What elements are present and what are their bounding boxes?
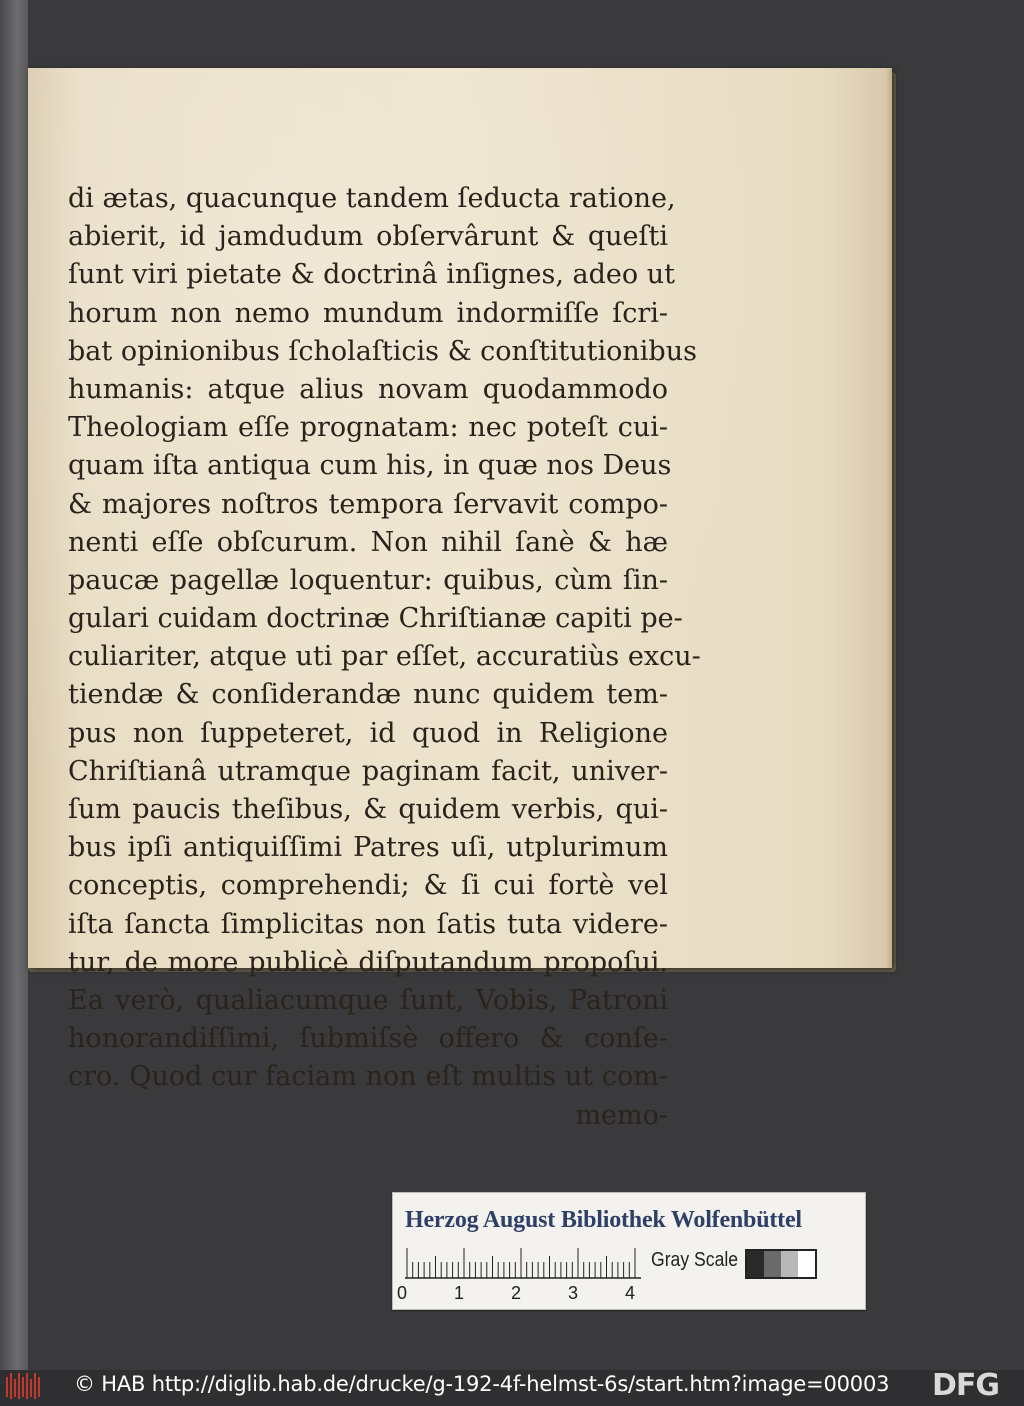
text-line: cro. Quod cur faciam non eſt multis ut com-: [68, 1061, 668, 1093]
text-line: paucæ pagellæ loquentur: quibus, cùm ſin-: [68, 564, 668, 596]
ruler-number: 2: [511, 1283, 522, 1303]
ruler-number: 0: [397, 1283, 408, 1303]
text-line: tur, de more publicè diſputandum propoſui.: [68, 946, 668, 978]
gray-swatch: [781, 1251, 798, 1277]
text-line: Chriſtianâ utramque paginam facit, univer-: [68, 755, 668, 787]
text-line: pus non ſuppeteret, id quod in Religione: [68, 717, 668, 749]
color-calibration-card: [392, 1192, 866, 1310]
ruler-icon: [405, 1247, 641, 1279]
gray-scale-label: Gray Scale: [651, 1249, 739, 1271]
text-line: di ætas, quacunque tandem ſeducta ratione,: [68, 183, 676, 214]
text-line: humanis: atque alius novam quodammodo: [68, 373, 668, 405]
text-line: bat opinionibus ſcholaſticis & conſtitutionibus: [68, 335, 697, 367]
text-line: honorandiſſimi, ſubmiſsè offero & conſe-: [68, 1023, 668, 1055]
text-line: abierit, id jamdudum obſervârunt & queſti: [68, 221, 668, 253]
text-line: iſta ſancta ſimplicitas non ſatis tuta videre-: [68, 908, 668, 940]
ruler-number: 1: [454, 1283, 465, 1303]
page-text: [68, 180, 701, 1135]
text-line: bus ipſi antiquiſſimi Patres uſi, utplurimum: [68, 832, 668, 864]
ruler-number: 4: [625, 1283, 636, 1303]
gray-swatch: [747, 1251, 764, 1277]
text-line: tiendæ & conſiderandæ nunc quidem tem-: [68, 679, 668, 711]
text-line: quam iſta antiqua cum his, in quæ nos Deus: [68, 450, 672, 482]
text-line: horum non nemo mundum indormiſſe ſcri-: [68, 297, 668, 329]
gray-scale-swatches: [745, 1249, 817, 1279]
text-line: nenti eſſe obſcurum. Non nihil ſanè & hæ: [68, 526, 668, 558]
text-line: culiariter, atque uti par eſſet, accuratiùs excu-: [68, 641, 701, 673]
gray-swatch: [798, 1251, 815, 1277]
text-line: ſum paucis theſibus, & quidem verbis, qui-: [68, 794, 668, 825]
footer-copyright-url[interactable]: © HAB http://diglib.hab.de/drucke/g-192-4f-helmst-6s/start.htm?image=00003: [74, 1372, 890, 1396]
ruler-number: 3: [568, 1283, 579, 1303]
text-line: Theologiam eſſe prognatam: nec poteſt cui-: [68, 412, 668, 444]
dfg-logo: DFG: [932, 1368, 1000, 1403]
text-line: conceptis, comprehendi; & ſi cui fortè vel: [68, 870, 668, 902]
scanner-edge: [0, 0, 28, 1370]
text-line: ſunt viri pietate & doctrinâ inſignes, adeo ut: [68, 259, 675, 291]
catchword: memo-: [575, 1099, 668, 1131]
hab-logo-icon: [4, 1371, 44, 1401]
text-line: gulari cuidam doctrinæ Chriſtianæ capiti pe-: [68, 603, 683, 635]
gray-swatch: [764, 1251, 781, 1277]
library-name: Herzog August Bibliothek Wolfenbüttel: [405, 1207, 802, 1233]
book-page: [28, 68, 892, 1131]
text-line: Ea verò, qualiacumque ſunt, Vobis, Patroni: [68, 984, 668, 1016]
ruler-numbers: [397, 1283, 637, 1305]
text-line: & majores noſtros tempora ſervavit compo-: [68, 488, 668, 520]
